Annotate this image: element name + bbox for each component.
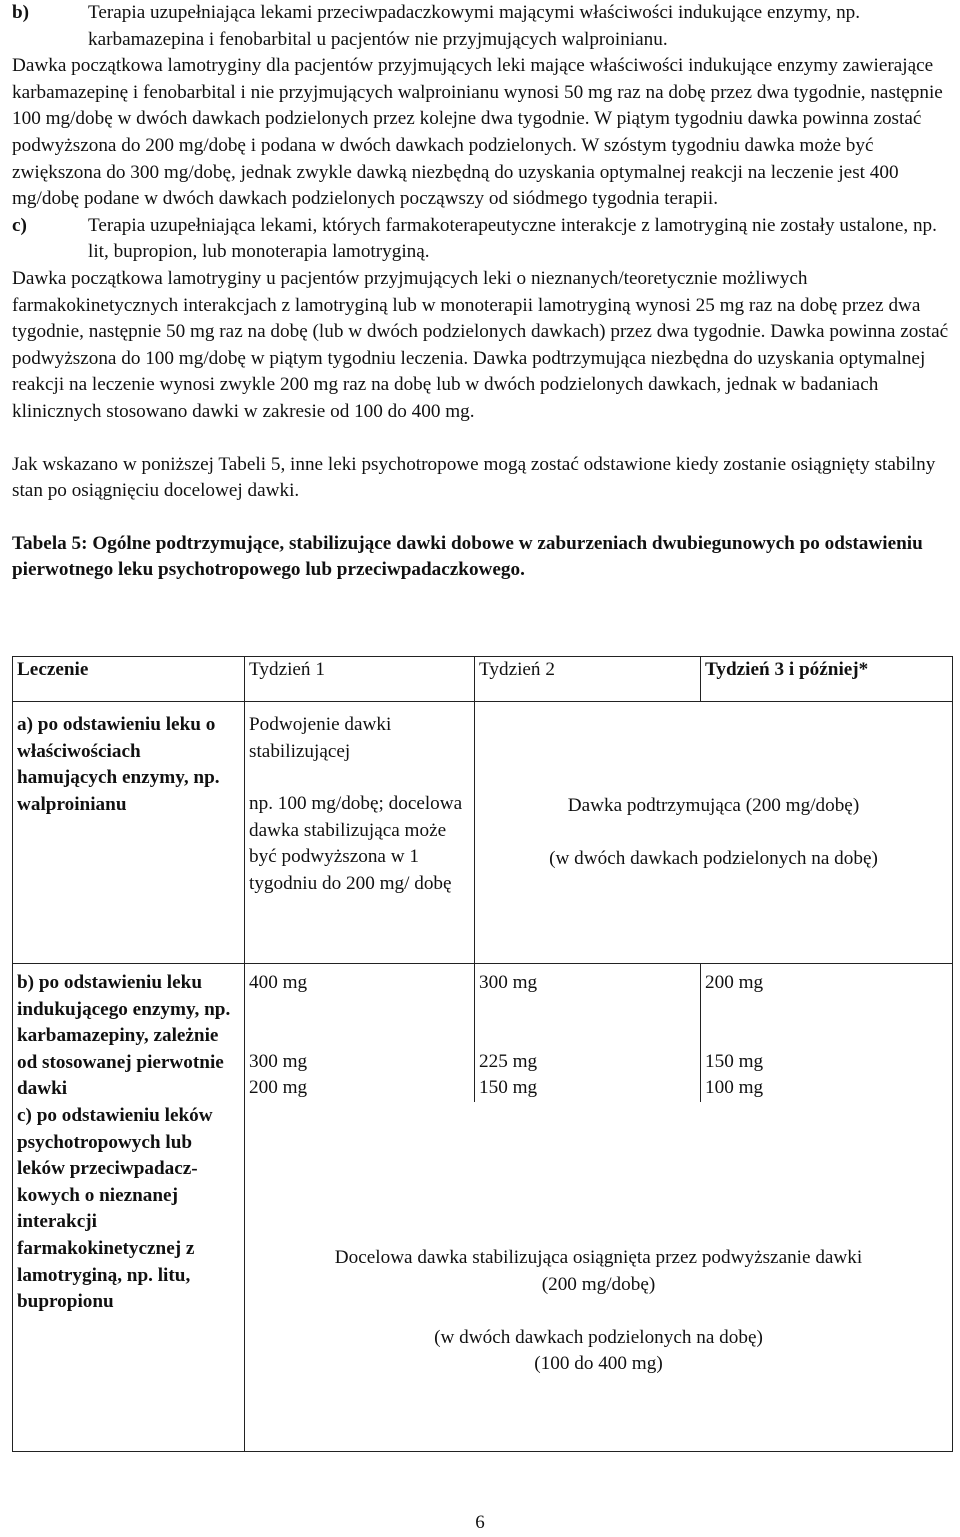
table-row <box>13 964 953 1102</box>
week1-cell <box>245 702 475 964</box>
dose-value: 150 mg <box>479 1077 538 1099</box>
cell-text: (w dwóch dawkach podzielonych na dobę) <box>549 847 878 869</box>
list-item-b <box>12 0 956 53</box>
list-label: c) <box>12 214 27 236</box>
list-text: Terapia uzupełniająca lekami, których farmakoterapeutyczne interakcje z lamotryginą nie zostały ustalone, np. lit, bupropion, lub monoterapia lamotryginą. <box>88 214 937 263</box>
paragraph-table-intro: Jak wskazano w poniższej Tabeli 5, inne leki psychotropowe mogą zostać odstawione kiedy zostanie osiągnięty stabilny stan po osiągnięciu docelowej dawki. <box>12 453 936 502</box>
cell-text: (100 do 400 mg) <box>534 1353 663 1375</box>
cell-text: Dawka podtrzymująca (200 mg/dobę) <box>567 794 860 816</box>
dose-value: 400 mg <box>249 972 308 993</box>
header-cell: Leczenie <box>13 657 245 702</box>
list-label: b) <box>12 2 30 23</box>
cell-text: b) po odstawieniu leku indukującego enzymy, np. karbamazepiny, zależnie od stosowanej pierwotnie dawki <box>17 972 231 1100</box>
table-row <box>13 702 953 964</box>
cell-text: c) po odstawieniu leków psychotropowych lub leków przeciwpadacz-kowych o nieznanej interakcji farmakokinetycznej z lamotryginą, np. litu, bupropionu <box>17 1104 213 1313</box>
document-page <box>12 0 956 1375</box>
cell-text: np. 100 mg/dobę; docelowa dawka stabilizująca może być podwyższona w 1 tygodniu do 200 mg/ dobę <box>249 793 463 894</box>
treatment-cell: a) po odstawieniu leku o właściwościach hamujących enzymy, np. walproinianu <box>13 702 245 964</box>
dose-value: 225 mg <box>479 1050 538 1072</box>
dose-value: 200 mg <box>705 972 764 993</box>
week3-cell <box>701 964 953 1102</box>
cell-text: Docelowa dawka stabilizująca osiągnięta przez podwyższanie dawki <box>334 1247 863 1269</box>
dose-value: 100 mg <box>705 1077 764 1099</box>
dose-value: 300 mg <box>479 972 538 993</box>
merged-dose-cell <box>245 1102 953 1452</box>
dose-value: 150 mg <box>705 1050 764 1072</box>
week1-cell <box>245 964 475 1102</box>
dosing-table <box>12 656 953 1452</box>
dose-value: 200 mg <box>249 1077 308 1099</box>
page-number: 6 <box>475 1512 485 1533</box>
header-cell: Tydzień 1 <box>245 657 475 702</box>
paragraph-dosing-b: Dawka początkowa lamotryginy dla pacjentów przyjmujących leki mające właściwości indukujące enzymy zawierające karbamazepinę i fenobarbital i nie przyjmujących walproinianu wynosi 50 mg raz na dobę przez dwa tygodnie, następnie 100 mg/dobę w dwóch dawkach podzielonych przez kolejne dwa tygodnie. W piątym tygodniu dawka powinna zostać podwyższona do 200 mg/dobę i podana w dwóch dawkach podzielonych. W szóstym tygodniu dawka może być zwiększona do 300 mg/dobę, jednak zwykle dawką niezbędną do uzyskania optymalnej reakcji na leczenie jest 400 mg/dobę podane w dwóch dawkach podzielonych począwszy od siódmego tygodnia terapii. <box>12 55 943 210</box>
header-cell: Tydzień 2 <box>475 657 701 702</box>
merged-dose-cell <box>475 702 953 964</box>
table-header-row <box>13 657 953 702</box>
table-caption: Tabela 5: Ogólne podtrzymujące, stabilizujące dawki dobowe w zaburzeniach dwubiegunowych po odstawieniu pierwotnego leku psychotropowego lub przeciwpadaczkowego. <box>12 532 923 580</box>
treatment-cell <box>13 964 245 1452</box>
dose-value: 300 mg <box>249 1050 308 1072</box>
header-cell: Tydzień 3 i później* <box>701 657 953 702</box>
cell-text: (200 mg/dobę) <box>541 1273 656 1295</box>
list-item-c <box>12 213 956 266</box>
week2-cell <box>475 964 701 1102</box>
cell-text: (w dwóch dawkach podzielonych na dobę) <box>434 1326 763 1348</box>
paragraph-dosing-c: Dawka początkowa lamotryginy u pacjentów przyjmujących leki o nieznanych/teoretycznie możliwych farmakokinetycznych interakcjach z lamotryginą lub w monoterapii lamotryginą wynosi 25 mg raz na dobę przez dwa tygodnie, następnie 50 mg raz na dobę (lub w dwóch podzielonych dawkach) przez dwa tygodnie. Dawka powinna zostać podwyższona do 100 mg/dobę w piątym tygodniu leczenia. Dawka podtrzymująca niezbędna do uzyskania optymalnej reakcji na leczenie wynosi zwykle 200 mg raz na dobę lub w dwóch podzielonych dawkach, jednak w badaniach klinicznych stosowano dawki w zakresie od 100 do 400 mg. <box>12 267 949 422</box>
cell-text: Podwojenie dawki stabilizującej <box>249 714 392 762</box>
list-text: Terapia uzupełniająca lekami przeciwpadaczkowymi mającymi właściwości indukujące enzymy, np. karbamazepina i fenobarbital u pacjentów nie przyjmujących walproinianu. <box>88 2 861 50</box>
